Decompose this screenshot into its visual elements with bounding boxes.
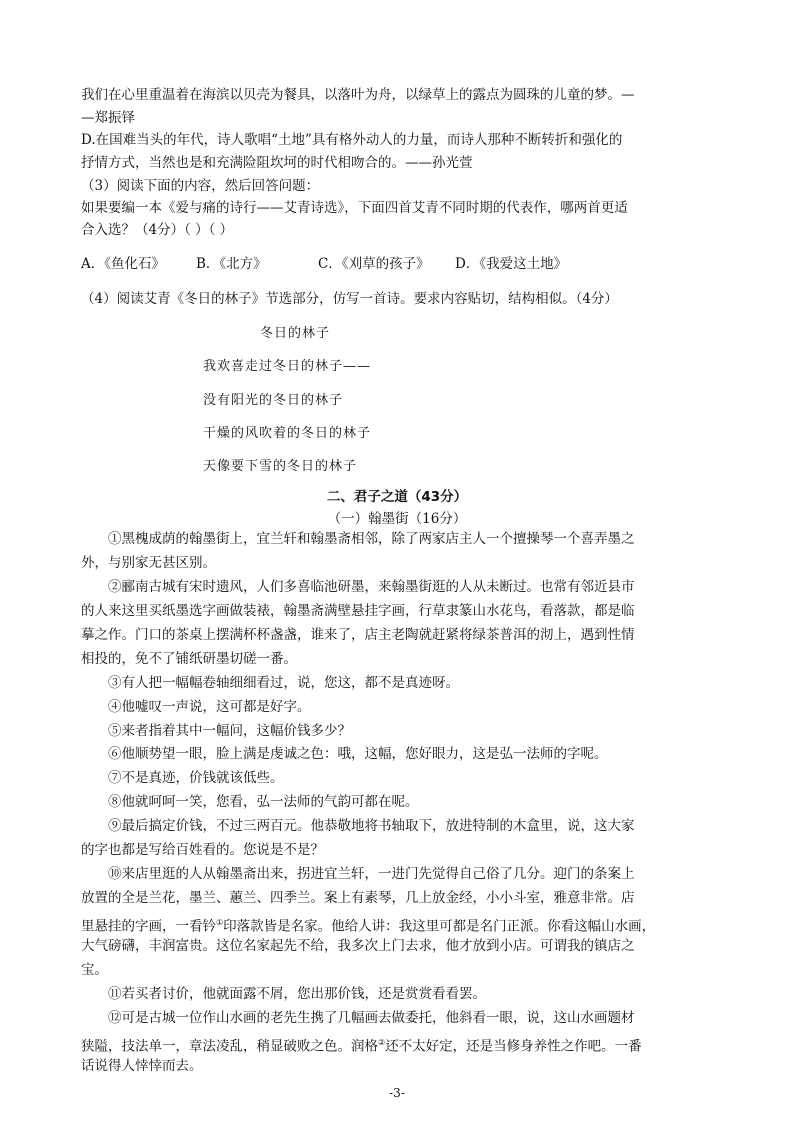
choice-a: A．《鱼化石》 — [81, 256, 165, 272]
paragraph-12-line-2-text-a: 狭隘，技法单一，章法凌乱，稍显破败之色。润格 — [81, 1038, 378, 1055]
paragraph-10-line-1: ⑩来店里逛的人从翰墨斋出来，拐进宜兰轩，一进门先觉得自己俗了几分。迎门的条案上 — [108, 866, 635, 882]
paragraph-10-line-3-text-b: 印落款皆是名家。他给人讲：我这里可都是名门正派。你看这幅山水画， — [223, 918, 656, 935]
paragraph-2-line-3: 摹之作。门口的茶桌上摆满杯杯盏盏，谁来了，店主老陶就赶紧将绿茶普洱的沏上，遇到性情 — [81, 627, 635, 643]
paragraph-10-line-2: 放置的全是兰花，墨兰、蕙兰、四季兰。案上有素琴，几上放金经，小小斗室，雅意非常。店 — [81, 890, 635, 906]
paragraph-8: ⑧他就呵呵一笑，您看，弘一法师的气韵可都在呢。 — [108, 794, 419, 810]
paragraph-10-line-4: 大气磅礴，丰润富贵。这位名家起先不给，我多次上门去求，他才放到小店。可谓我的镇店之 — [81, 938, 635, 954]
footnote-marker-2: ② — [378, 1038, 386, 1047]
section-heading: 二、君子之道（43分） — [326, 489, 468, 505]
poem-line-1: 我欢喜走过冬日的林子—— — [203, 359, 372, 374]
option-d-line2: 抒情方式，当然也是和充满险阻坎坷的时代相吻合的。——孙光萱 — [81, 155, 473, 171]
paragraph-7: ⑦不是真迹，价钱就该低些。 — [108, 770, 284, 786]
paragraph-5: ⑤来者指着其中一幅问，这幅价钱多少？ — [108, 723, 351, 739]
paragraph-2-line-1: ②郦南古城有宋时遗风，人们多喜临池研墨，来翰墨街逛的人从未断过。也常有邻近县市 — [108, 579, 635, 595]
paragraph-10-line-3-text-a: 里悬挂的字画，一看钤 — [81, 918, 216, 935]
paragraph-10-line-5: 宝。 — [81, 962, 108, 978]
page-number: -3- — [389, 1086, 405, 1100]
footnote-marker-1: ① — [216, 918, 224, 927]
question-4: （4）阅读艾青《冬日的林子》节选部分，仿写一首诗。要求内容贴切，结构相似。（4分） — [81, 291, 618, 307]
poem-line-2: 没有阳光的冬日的林子 — [203, 393, 344, 408]
paragraph-1-line-2: 外，与别家无甚区别。 — [81, 555, 216, 571]
question-3-line1: 如果要编一本《爱与痛的诗行——艾青诗选》，下面四首艾青不同时期的代表作，哪两首更适 — [81, 200, 628, 216]
paragraph-12-line-2 — [81, 1033, 642, 1057]
option-c-line2: —郑振铎 — [81, 110, 135, 126]
question-3-line2: 合入选？（4分）（ ）（ ） — [81, 222, 234, 238]
choice-c: C．《刈草的孩子》 — [318, 256, 430, 272]
question-3-title: （3）阅读下面的内容，然后回答问题： — [81, 178, 320, 194]
paragraph-2-line-2: 的人来这里买纸墨选字画做装裱，翰墨斋满壁悬挂字画，行草隶篆山水花鸟，看落款，都是临 — [81, 603, 635, 619]
paragraph-12-line-1: ⑫可是古城一位作山水画的老先生携了几幅画去做委托，他斜看一眼，说，这山水画题材 — [108, 1010, 635, 1026]
paragraph-12-line-2-text-b: 还不太好定，还是当修身养性之作吧。一番 — [385, 1038, 642, 1055]
paragraph-3: ③有人把一幅幅卷轴细细看过，说，您这，都不是真迹呀。 — [108, 675, 459, 691]
paragraph-9-line-1: ⑨最后搞定价钱，不过三两百元。他恭敬地将书轴取下，放进特制的木盒里，说，这大家 — [108, 818, 635, 834]
paragraph-1-line-1: ①黑槐成荫的翰墨街上，宜兰轩和翰墨斋相邻，除了两家店主人一个擅操琴一个喜弄墨之 — [108, 531, 635, 547]
choice-d: D．《我爱这土地》 — [455, 256, 568, 272]
paragraph-2-line-4: 相投的，免不了铺纸研墨切磋一番。 — [81, 651, 297, 667]
paragraph-10-line-3 — [81, 913, 655, 937]
option-d-line1: D.在国难当头的年代，诗人歌唱“土地”具有格外动人的力量，而诗人那种不断转折和强化的 — [81, 132, 623, 148]
paragraph-12-line-3: 话说得人悻悻而去。 — [81, 1058, 203, 1074]
option-c-line1: 我们在心里重温着在海滨以贝壳为餐具，以落叶为舟，以绿草上的露点为圆珠的儿童的梦。— — [81, 87, 635, 103]
poem-line-3: 干燥的风吹着的冬日的林子 — [203, 426, 372, 441]
paragraph-4: ④他嘘叹一声说，这可都是好字。 — [108, 699, 311, 715]
paragraph-6: ⑥他顺势望一眼，脸上满是虔诚之色：哦，这幅，您好眼力，这是弘一法师的字呢。 — [108, 746, 608, 762]
passage-title: （一）翰墨街（16分） — [327, 511, 467, 527]
paragraph-9-line-2: 的字也都是写给百姓看的。您说是不是？ — [81, 842, 324, 858]
poem-line-4: 天像要下雪的冬日的林子 — [203, 459, 358, 474]
choice-b: B．《北方》 — [196, 256, 267, 272]
paragraph-11: ⑪若买者讨价，他就面露不屑，您出那价钱，还是赏赏看看罢。 — [108, 986, 486, 1002]
poem-title: 冬日的林子 — [260, 326, 331, 341]
